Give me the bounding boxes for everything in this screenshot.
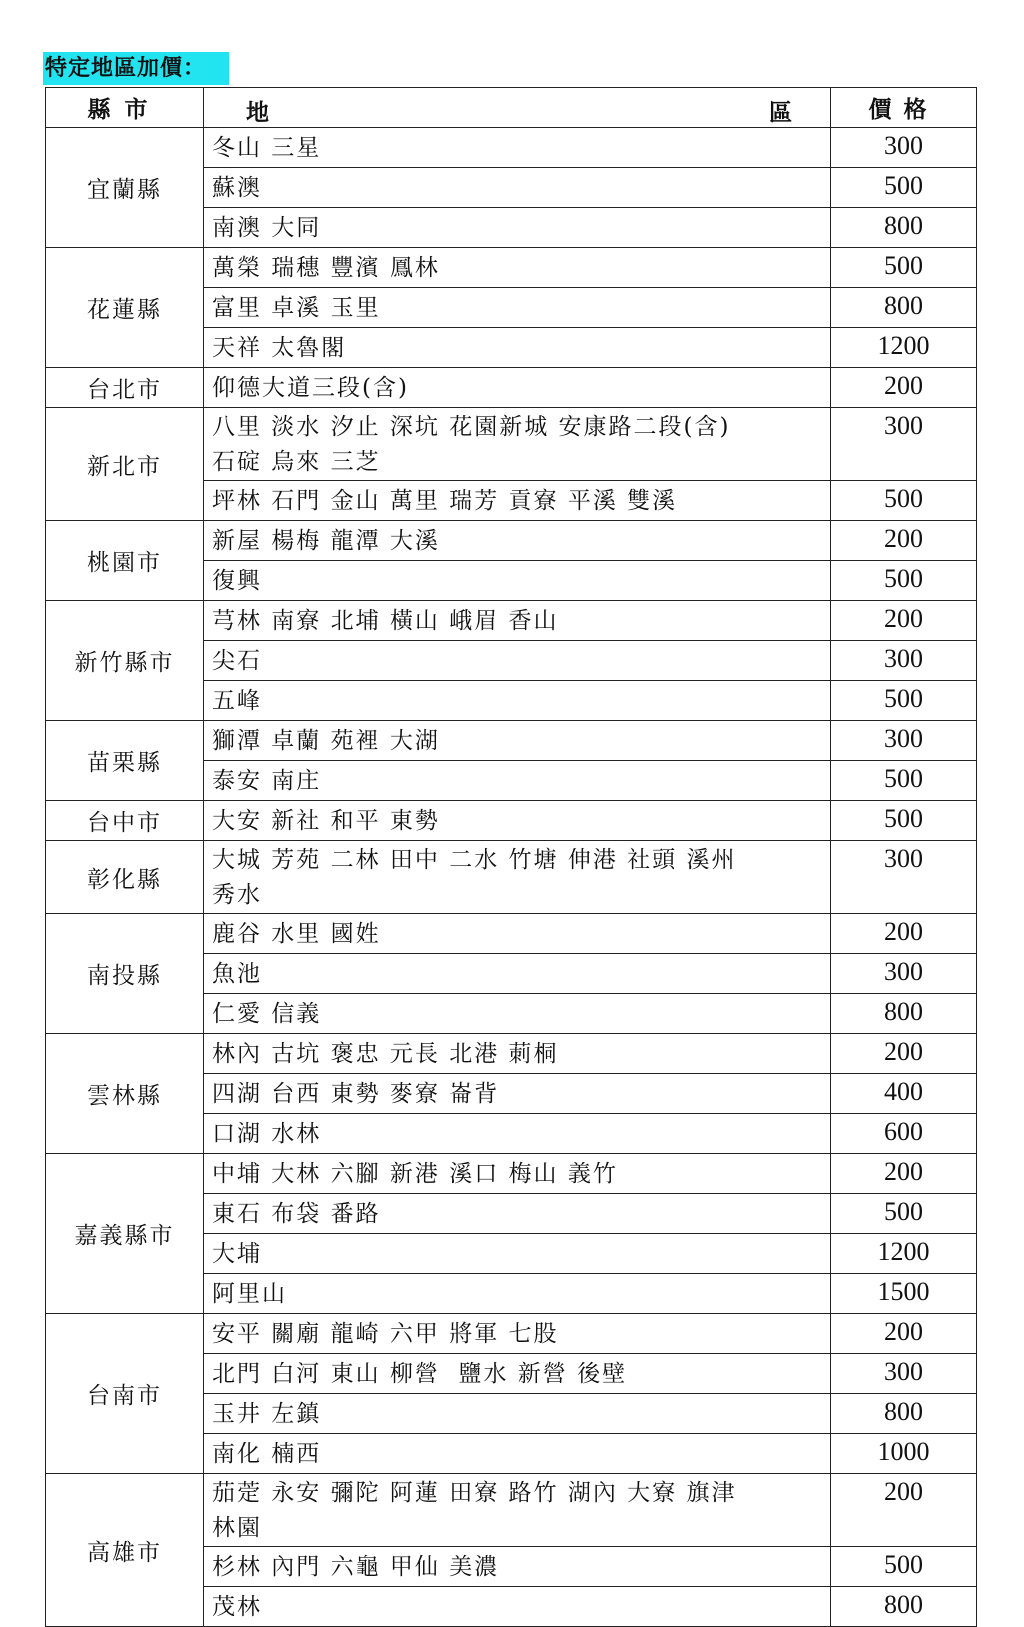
county-cell: 宜蘭縣	[46, 128, 204, 248]
county-cell: 花蓮縣	[46, 248, 204, 368]
price-cell: 200	[831, 1314, 977, 1354]
price-cell: 500	[831, 681, 977, 721]
price-cell: 800	[831, 1587, 977, 1627]
area-line: 南化 楠西	[212, 1440, 322, 1467]
area-cell	[204, 368, 831, 408]
area-line: 新屋 楊梅 龍潭 大溪	[212, 527, 440, 554]
area-line: 蘇澳	[212, 174, 262, 201]
area-cell	[204, 248, 831, 288]
price-cell: 300	[831, 841, 977, 914]
price-cell: 200	[831, 1474, 977, 1547]
area-cell	[204, 288, 831, 328]
area-line: 北門 白河 東山 柳營 鹽水 新營 後壁	[212, 1360, 628, 1387]
table-row	[46, 521, 977, 561]
price-cell: 1200	[831, 1234, 977, 1274]
price-cell: 1000	[831, 1434, 977, 1474]
county-cell: 南投縣	[46, 914, 204, 1034]
price-cell: 800	[831, 994, 977, 1034]
area-cell	[204, 1434, 831, 1474]
price-cell: 1200	[831, 328, 977, 368]
area-line: 仰德大道三段(含)	[212, 374, 409, 401]
area-line: 天祥 太魯閣	[212, 334, 347, 361]
area-cell	[204, 681, 831, 721]
area-cell	[204, 914, 831, 954]
price-cell: 200	[831, 601, 977, 641]
area-cell	[204, 481, 831, 521]
county-cell: 台北市	[46, 368, 204, 408]
area-cell	[204, 1474, 831, 1547]
table-row	[46, 721, 977, 761]
area-line: 仁愛 信義	[212, 1000, 322, 1027]
table-row	[46, 801, 977, 841]
area-cell	[204, 1314, 831, 1354]
county-cell: 高雄市	[46, 1474, 204, 1627]
table-row	[46, 1154, 977, 1194]
header-area-right: 區	[769, 100, 792, 126]
table-row	[46, 1034, 977, 1074]
county-cell: 台南市	[46, 1314, 204, 1474]
area-line: 坪林 石門 金山 萬里 瑞芳 貢寮 平溪 雙溪	[212, 487, 678, 514]
area-line: 大城 芳苑 二林 田中 二水 竹塘 伸港 社頭 溪州	[212, 847, 737, 873]
area-cell	[204, 721, 831, 761]
table-row	[46, 914, 977, 954]
area-cell	[204, 128, 831, 168]
price-cell: 500	[831, 1547, 977, 1587]
area-line: 獅潭 卓蘭 苑裡 大湖	[212, 727, 440, 754]
price-cell: 300	[831, 641, 977, 681]
area-cell	[204, 561, 831, 601]
area-cell	[204, 1547, 831, 1587]
surcharge-table	[45, 87, 977, 1627]
table-row	[46, 408, 977, 481]
price-cell: 500	[831, 481, 977, 521]
area-line: 復興	[212, 567, 262, 594]
area-cell	[204, 521, 831, 561]
table-row	[46, 841, 977, 914]
price-cell: 300	[831, 954, 977, 994]
area-line: 萬榮 瑞穗 豐濱 鳳林	[212, 254, 440, 281]
area-line: 阿里山	[212, 1280, 287, 1307]
area-cell	[204, 994, 831, 1034]
price-cell: 500	[831, 761, 977, 801]
area-cell	[204, 1394, 831, 1434]
table-row	[46, 601, 977, 641]
price-cell: 400	[831, 1074, 977, 1114]
area-line: 冬山 三星	[212, 134, 322, 161]
county-cell: 桃園市	[46, 521, 204, 601]
area-cell	[204, 841, 831, 914]
table-row	[46, 248, 977, 288]
county-cell: 新竹縣市	[46, 601, 204, 721]
county-cell: 雲林縣	[46, 1034, 204, 1154]
page-title: 特定地區加價：	[43, 52, 229, 85]
price-cell: 300	[831, 1354, 977, 1394]
area-cell	[204, 1587, 831, 1627]
area-line: 八里 淡水 汐止 深坑 花園新城 安康路二段(含)	[212, 414, 731, 440]
county-cell: 台中市	[46, 801, 204, 841]
area-cell	[204, 168, 831, 208]
header-price: 價格	[831, 88, 977, 128]
price-cell: 600	[831, 1114, 977, 1154]
area-line-2: 石碇 烏來 三芝	[212, 449, 381, 475]
price-cell: 200	[831, 521, 977, 561]
area-cell	[204, 1034, 831, 1074]
area-line-2: 林園	[212, 1515, 262, 1541]
area-cell	[204, 1194, 831, 1234]
price-cell: 200	[831, 1154, 977, 1194]
area-line: 大埔	[212, 1240, 262, 1267]
header-area-left: 地	[246, 100, 269, 126]
price-cell: 800	[831, 1394, 977, 1434]
area-line: 鹿谷 水里 國姓	[212, 920, 381, 947]
price-cell: 500	[831, 168, 977, 208]
area-cell	[204, 954, 831, 994]
county-cell: 彰化縣	[46, 841, 204, 914]
area-line: 大安 新社 和平 東勢	[212, 807, 440, 834]
table-row	[46, 1474, 977, 1547]
county-cell: 新北市	[46, 408, 204, 521]
area-cell	[204, 1274, 831, 1314]
table-row	[46, 1314, 977, 1354]
area-cell	[204, 408, 831, 481]
area-cell	[204, 1114, 831, 1154]
area-cell	[204, 601, 831, 641]
price-cell: 1500	[831, 1274, 977, 1314]
area-line: 尖石	[212, 647, 262, 674]
price-cell: 300	[831, 721, 977, 761]
area-line: 安平 關廟 龍崎 六甲 將軍 七股	[212, 1320, 559, 1347]
area-line: 富里 卓溪 玉里	[212, 294, 381, 321]
area-cell	[204, 801, 831, 841]
area-cell	[204, 761, 831, 801]
table-row	[46, 128, 977, 168]
area-line: 五峰	[212, 687, 262, 714]
area-line: 玉井 左鎮	[212, 1400, 322, 1427]
county-cell: 嘉義縣市	[46, 1154, 204, 1314]
area-line: 茄萣 永安 彌陀 阿蓮 田寮 路竹 湖內 大寮 旗津	[212, 1480, 737, 1506]
area-line-2: 秀水	[212, 882, 262, 908]
header-area	[204, 88, 831, 128]
price-cell: 500	[831, 248, 977, 288]
area-line: 南澳 大同	[212, 214, 322, 241]
area-line: 泰安 南庄	[212, 767, 322, 794]
area-cell	[204, 1154, 831, 1194]
price-cell: 300	[831, 408, 977, 481]
price-cell: 800	[831, 208, 977, 248]
area-cell	[204, 208, 831, 248]
area-cell	[204, 1074, 831, 1114]
price-cell: 500	[831, 1194, 977, 1234]
county-cell: 苗栗縣	[46, 721, 204, 801]
price-cell: 500	[831, 561, 977, 601]
header-county: 縣市	[46, 88, 204, 128]
price-cell: 200	[831, 914, 977, 954]
area-line: 口湖 水林	[212, 1120, 322, 1147]
price-cell: 200	[831, 368, 977, 408]
area-line: 魚池	[212, 960, 262, 987]
area-cell	[204, 1354, 831, 1394]
table-row	[46, 368, 977, 408]
area-cell	[204, 641, 831, 681]
table-header-row	[46, 88, 977, 128]
price-cell: 500	[831, 801, 977, 841]
price-cell: 800	[831, 288, 977, 328]
price-cell: 200	[831, 1034, 977, 1074]
area-line: 中埔 大林 六腳 新港 溪口 梅山 義竹	[212, 1160, 618, 1187]
area-line: 芎林 南寮 北埔 橫山 峨眉 香山	[212, 607, 559, 634]
area-line: 杉林 內門 六龜 甲仙 美濃	[212, 1553, 500, 1580]
area-line: 林內 古坑 褒忠 元長 北港 莿桐	[212, 1040, 559, 1067]
area-line: 茂林	[212, 1593, 262, 1620]
area-cell	[204, 328, 831, 368]
area-cell	[204, 1234, 831, 1274]
area-line: 四湖 台西 東勢 麥寮 崙背	[212, 1080, 500, 1107]
area-line: 東石 布袋 番路	[212, 1200, 381, 1227]
price-cell: 300	[831, 128, 977, 168]
table-body	[46, 128, 977, 1627]
